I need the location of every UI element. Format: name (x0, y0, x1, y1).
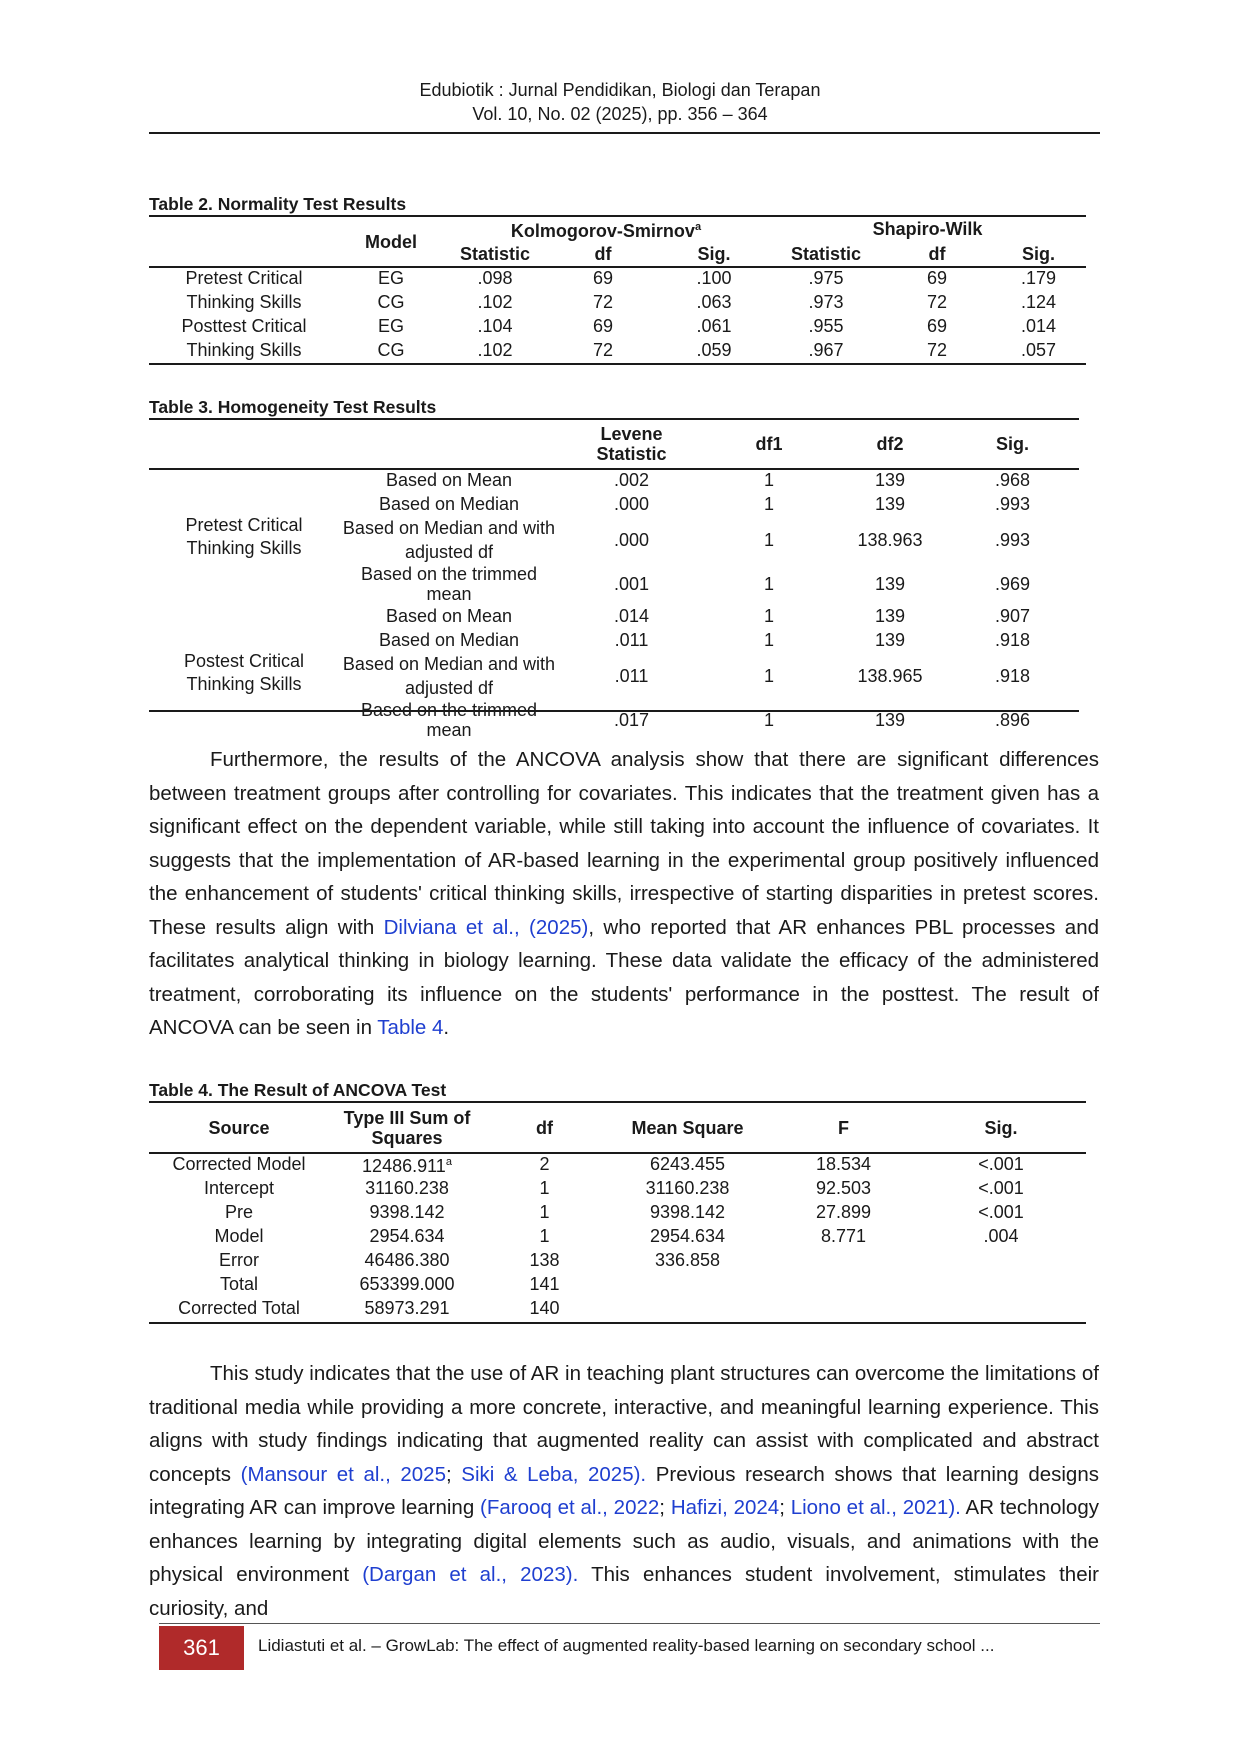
citation-link[interactable]: (Mansour et al., 2025 (240, 1462, 446, 1486)
table3-cell: .993 (994, 530, 1031, 550)
table3-cell: .011 (614, 666, 649, 686)
paragraph-text: , who reported that AR enhances PBL processes and facilitates analytical thinking in biology learning. These data validate the efficacy of the administered treatment, corroborating its influence on the students' performance in the posttest. The result of ANCOVA can be seen in (149, 915, 1099, 1039)
header-rule (149, 132, 1100, 134)
table3-cell: .896 (994, 710, 1031, 730)
table-row (149, 1176, 1086, 1200)
paragraph-text: ; (659, 1496, 671, 1519)
table3-caption: Table 3. Homogeneity Test Results (149, 397, 437, 417)
table3-cell: Based on Median (378, 630, 520, 650)
table4-ss-sup: a (445, 1156, 452, 1168)
citation-link[interactable]: (Dargan et al., 2023). (362, 1563, 579, 1586)
table4-cell: <.001 (978, 1202, 1024, 1222)
table2-cell: .955 (808, 316, 844, 336)
table3-header-sig: Sig. (995, 434, 1029, 454)
table4-cell: 1 (539, 1178, 550, 1198)
table3-cell: Based on the trimmed mean (360, 700, 538, 740)
table4-header-ss (329, 1103, 485, 1152)
table-row (149, 1200, 1086, 1224)
table4-cell: 141 (529, 1274, 560, 1294)
table4-header-ss-line1: Type III Sum of (343, 1107, 471, 1128)
table4-cell: .004 (983, 1226, 1019, 1246)
table3-cell: 1 (763, 494, 774, 514)
table2-cell: .100 (696, 268, 732, 288)
table4-cell: <.001 (978, 1178, 1024, 1198)
journal-title: Edubiotik : Jurnal Pendidikan, Biologi dan Terapan (419, 80, 821, 100)
table2-cell: .967 (808, 340, 844, 360)
table2-cell: 72 (926, 340, 948, 360)
table2-header-sw: Shapiro-Wilk (872, 219, 983, 239)
table3-basis-line2: adjusted df (404, 542, 494, 562)
table2-cell: .975 (808, 268, 844, 288)
table4-cell (771, 1248, 916, 1272)
table-row (149, 1224, 1086, 1248)
table3-cell: .918 (994, 666, 1031, 686)
table3-group1-label (149, 468, 339, 604)
table2-cell: .179 (1020, 268, 1057, 288)
table3-cell: .002 (613, 470, 650, 490)
table4-cell: Total (219, 1274, 259, 1294)
table2-group1-line1: Pretest Critical (185, 268, 303, 288)
table3-header-df1: df1 (755, 434, 783, 454)
table2-cell: CG (377, 340, 405, 360)
table2-cell: 69 (592, 268, 614, 288)
table2-caption: Table 2. Normality Test Results (149, 194, 407, 214)
table4-cell: 46486.380 (364, 1250, 450, 1270)
table2-cell: 72 (592, 292, 614, 312)
table3-group1-line2: Thinking Skills (186, 537, 302, 558)
citation-link[interactable]: Hafizi, 2024 (670, 1496, 780, 1519)
table3-cell: 1 (763, 606, 774, 626)
table4-cell: 6243.455 (649, 1154, 726, 1174)
table4-header-sig: Sig. (984, 1117, 1018, 1138)
running-title: Lidiastuti et al. – GrowLab: The effect of augmented reality-based learning on secondary school ... (258, 1636, 995, 1655)
table-row (149, 1152, 1086, 1176)
table3-basis-line2: adjusted df (404, 678, 494, 698)
table3-cell: 1 (763, 710, 774, 730)
table4-cell (771, 1272, 916, 1296)
table2-cell: .102 (477, 340, 513, 360)
table4-bottom-rule (149, 1322, 1086, 1324)
table4-cell (604, 1272, 771, 1296)
table2-cell: .057 (1020, 340, 1057, 360)
table3-group2-label (149, 604, 339, 740)
table3-cell: .000 (613, 494, 650, 514)
table3-cell: Based on the trimmed mean (360, 564, 538, 604)
table2-header-ks (443, 217, 769, 241)
table3-cell: .011 (614, 630, 649, 650)
table3-header-levene-line1: Levene (600, 424, 663, 444)
table-row (149, 468, 1079, 492)
table2-normality (149, 217, 1086, 362)
table3-cell: 139 (874, 630, 906, 650)
table-row (149, 1248, 1086, 1272)
table3-homogeneity (149, 420, 1079, 740)
table2-cell: .063 (696, 292, 732, 312)
table-row (149, 1272, 1086, 1296)
table3-cell: 1 (763, 530, 774, 550)
table-row (149, 290, 1086, 314)
table3-cell: 139 (874, 606, 906, 626)
table3-cell: Based on Mean (385, 606, 513, 626)
table2-cell: .098 (477, 268, 513, 288)
table3-header-df2: df2 (876, 434, 904, 454)
table4-cell: 2 (539, 1154, 550, 1174)
table3-cell: 138.963 (857, 530, 923, 550)
table4-cell: Error (219, 1250, 259, 1270)
table-row (149, 1296, 1086, 1320)
table-row (149, 266, 1086, 290)
table3-cell (339, 652, 559, 700)
table3-basis-line1: Based on Median and with (342, 518, 556, 538)
table3-cell: 139 (874, 494, 906, 514)
table2-cell: 69 (592, 316, 614, 336)
table2-cell: .104 (477, 316, 513, 336)
paragraph-text: ; (445, 1462, 462, 1486)
table3-header-levene-line2: Statistic (596, 444, 667, 464)
table4-cell: 653399.000 (359, 1274, 455, 1294)
table3-cell: Based on Median (378, 494, 520, 514)
table3-cell: .968 (994, 470, 1031, 490)
table4-header-source: Source (208, 1117, 270, 1138)
table2-header-sw-statistic: Statistic (790, 243, 862, 264)
table4-header-f: F (838, 1117, 849, 1138)
table-row (149, 338, 1086, 362)
table3-cell: .017 (613, 710, 650, 730)
table3-group1-line1: Pretest Critical (185, 514, 303, 535)
journal-volume: Vol. 10, No. 02 (2025), pp. 356 – 364 (472, 104, 768, 124)
citation-link[interactable]: Liono et al., 2021). (790, 1496, 961, 1519)
table4-cell: 2954.634 (369, 1226, 445, 1246)
table4-cell: Corrected Total (178, 1298, 300, 1318)
table3-cell: 138.965 (857, 666, 923, 686)
table3-cell: 1 (763, 574, 774, 594)
table2-header-sw-df: df (928, 243, 946, 264)
table4-cell: 9398.142 (369, 1202, 445, 1222)
paragraph-text: This enhances student involvement, stimulates their curiosity, and (149, 1563, 1099, 1620)
table4-cell (916, 1272, 1086, 1296)
table4-cell: 58973.291 (364, 1298, 450, 1318)
table4-cell: 31160.238 (645, 1178, 730, 1198)
table4-cell: 27.899 (815, 1202, 872, 1222)
table4-cell: <.001 (978, 1154, 1024, 1174)
table2-cell: EG (377, 268, 404, 288)
table3-basis-line1: Based on Median and with (342, 654, 556, 674)
table4-ancova (149, 1103, 1086, 1320)
table-reference-link[interactable]: Table 4 (377, 1016, 444, 1039)
table4-caption: Table 4. The Result of ANCOVA Test (149, 1080, 447, 1100)
table-row (149, 604, 1079, 628)
table2-header-ks-label: Kolmogorov-Smirnov (510, 221, 695, 241)
table2-header-ks-sup: a (694, 221, 702, 233)
table2-bottom-rule (149, 363, 1086, 365)
paragraph-ar-discussion (149, 1357, 1099, 1625)
paragraph-text: Furthermore, the results of the ANCOVA analysis show that there are significant differences between treatment groups after controlling for covariates. This indicates that the treatment given has a significant effect on the dependent variable, while still taking into account the influence of covariates. It suggests that the implementation of AR-based learning in the experimental group positively influenced the enhancement of students' critical thinking skills, irrespective of starting disparities in pretest scores. These results align with (149, 748, 1099, 939)
table2-group1-line2: Thinking Skills (186, 292, 302, 312)
table3-cell (339, 516, 559, 564)
paragraph-ancova (149, 743, 1099, 1045)
table3-group2-line2: Thinking Skills (186, 673, 302, 694)
table3-cell: 1 (763, 630, 774, 650)
table2-cell: 69 (926, 268, 948, 288)
table2-cell: CG (377, 292, 405, 312)
table3-cell: 1 (763, 666, 774, 686)
table3-cell: Based on Mean (385, 470, 513, 490)
citation-link[interactable]: Dilviana et al., (2025) (383, 915, 589, 939)
table4-cell: 1 (539, 1202, 550, 1222)
table3-header-levene (559, 420, 704, 468)
table2-header-model: Model (365, 231, 417, 252)
table2-header-ks-statistic: Statistic (459, 243, 531, 264)
table4-cell: Model (214, 1226, 264, 1246)
table4-header-ms: Mean Square (631, 1117, 744, 1138)
table4-cell: Intercept (203, 1178, 275, 1198)
table4-cell: 2954.634 (649, 1226, 726, 1246)
table3-cell: 1 (763, 470, 774, 490)
table4-cell: 18.534 (815, 1154, 872, 1174)
table4-cell: 140 (529, 1298, 560, 1318)
table3-cell: .014 (613, 606, 650, 626)
table4-cell (771, 1296, 916, 1320)
table3-cell: .000 (613, 530, 650, 550)
table3-cell: .918 (994, 630, 1031, 650)
table4-cell: 1 (539, 1226, 550, 1246)
table2-cell: 69 (926, 316, 948, 336)
table2-cell: 72 (926, 292, 948, 312)
table2-header-sw-sig: Sig. (1021, 243, 1055, 264)
paragraph-text: ; (779, 1496, 791, 1519)
table2-cell: .102 (477, 292, 513, 312)
table2-group2-line2: Thinking Skills (186, 340, 302, 360)
table3-cell: 139 (874, 710, 906, 730)
table2-cell: .059 (696, 340, 732, 360)
table2-cell: .014 (1020, 316, 1057, 336)
table4-cell (916, 1296, 1086, 1320)
table4-cell: 336.858 (654, 1250, 721, 1270)
table4-header-df: df (536, 1117, 553, 1138)
table3-group2-line1: Postest Critical (183, 650, 305, 671)
table4-cell: 9398.142 (649, 1202, 726, 1222)
table4-cell: 92.503 (815, 1178, 872, 1198)
table4-cell: 8.771 (820, 1226, 867, 1246)
table3-cell: .001 (613, 574, 650, 594)
table2-cell: .124 (1020, 292, 1057, 312)
table2-cell: .061 (696, 316, 732, 336)
table-row (149, 314, 1086, 338)
footer-rule (159, 1623, 1100, 1624)
table3-cell: 139 (874, 574, 906, 594)
paragraph-text: AR technology enhances learning by integrating digital elements such as audio, visuals, and animations with the physical environment (149, 1496, 1099, 1586)
table4-cell: Corrected Model (172, 1154, 306, 1174)
paragraph-text: This study indicates that the use of AR in teaching plant structures can overcome the limitations of traditional media while providing a more concrete, interactive, and meaningful learning experience. This aligns with study findings indicating that augmented reality can assist with complicated and abstract concepts (149, 1362, 1099, 1486)
table4-ss-value: 12486.911 (362, 1156, 446, 1176)
table4-cell: 138 (529, 1250, 560, 1270)
table3-cell: 139 (874, 470, 906, 490)
citation-link[interactable]: Siki & Leba, 2025). (461, 1462, 647, 1486)
table4-cell: Pre (224, 1202, 253, 1222)
page-number: 361 (159, 1626, 244, 1670)
table3-cell: .907 (994, 606, 1031, 626)
paragraph-text: . (443, 1016, 450, 1039)
table2-header-ks-sig: Sig. (697, 243, 731, 264)
paragraph-text: Previous research shows that learning designs integrating AR can improve learning (149, 1462, 1099, 1519)
citation-link[interactable]: (Farooq et al., 2022 (480, 1496, 660, 1519)
table4-cell (329, 1152, 485, 1176)
table3-cell: .969 (994, 574, 1031, 594)
table2-group2-line1: Posttest Critical (181, 316, 307, 336)
table2-cell: 72 (592, 340, 614, 360)
table2-cell: EG (377, 316, 404, 336)
table4-cell (604, 1296, 771, 1320)
table4-cell (916, 1248, 1086, 1272)
table2-header-ks-df: df (594, 243, 612, 264)
table3-cell: .993 (994, 494, 1031, 514)
table4-cell: 31160.238 (365, 1178, 449, 1198)
table2-cell: .973 (808, 292, 844, 312)
table4-header-ss-line2: Squares (371, 1127, 443, 1148)
